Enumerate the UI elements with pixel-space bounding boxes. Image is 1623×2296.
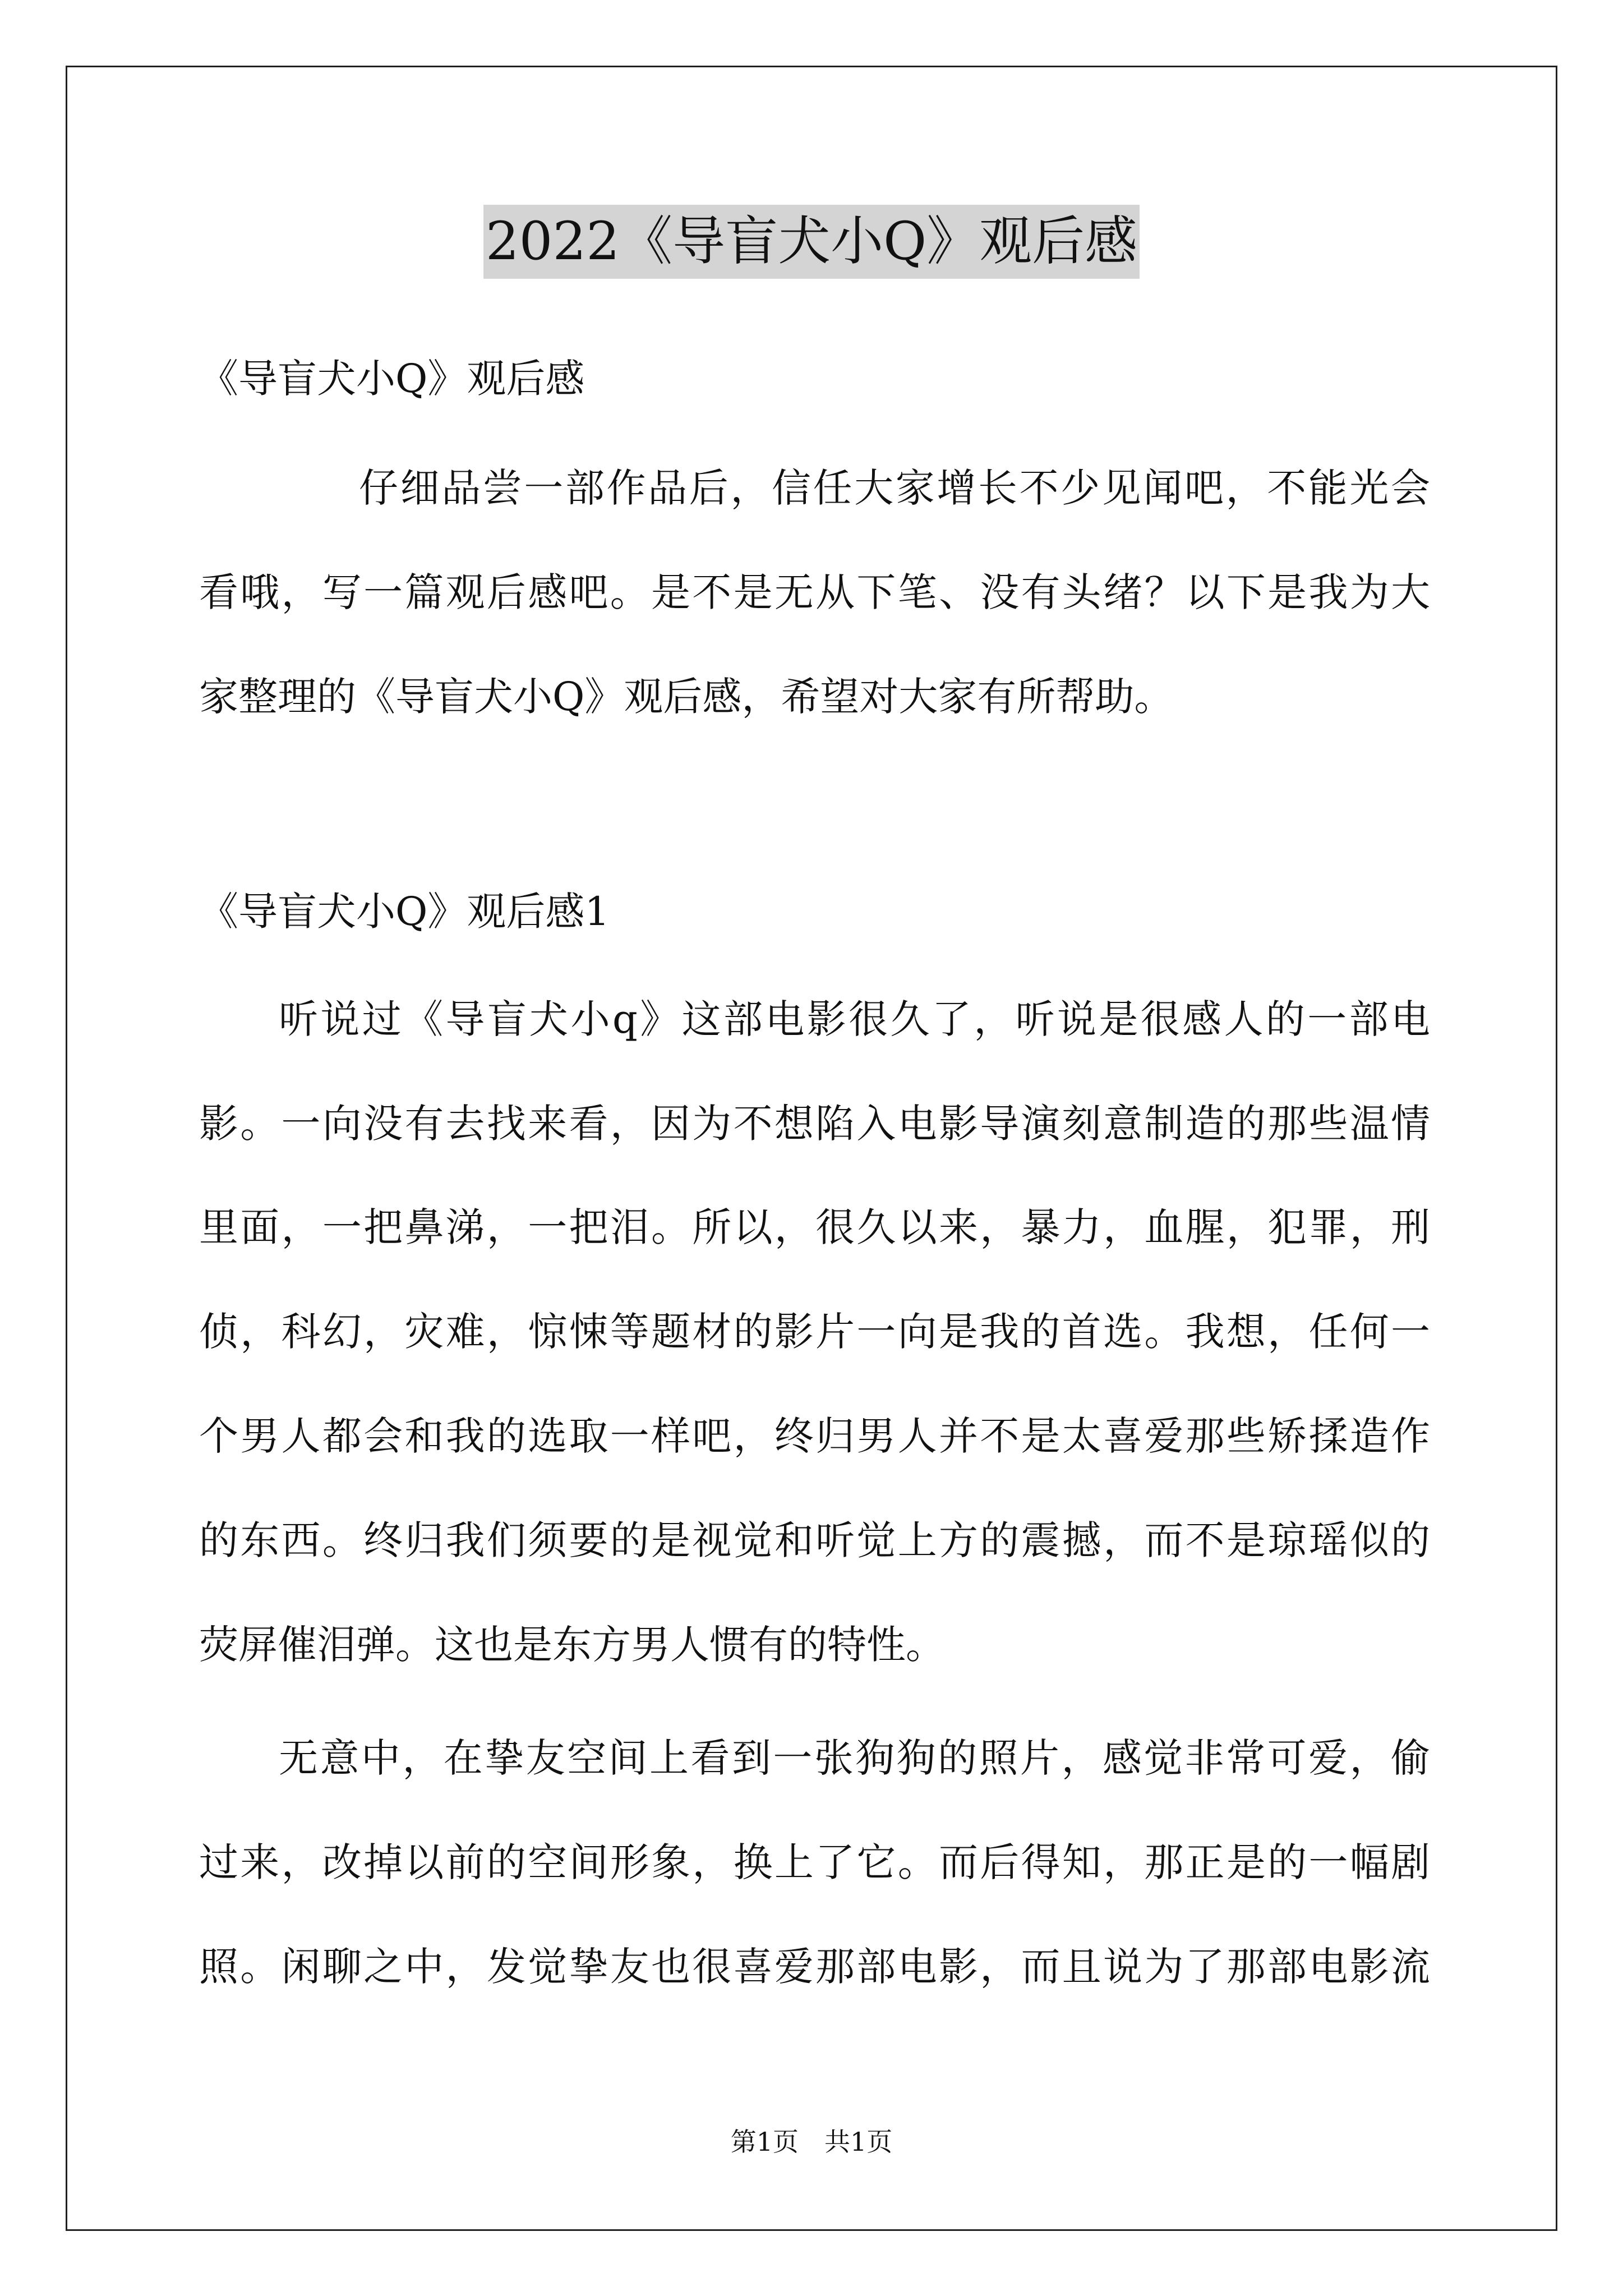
subtitle: 《导盲犬小Q》观后感: [199, 356, 585, 402]
paragraph2-line-3: 照。闲聊之中，发觉挚友也很喜爱那部电影，而且说为了那部电影流: [199, 1944, 1430, 1990]
paragraph1-line-2: 影。一向没有去找来看，因为不想陷入电影导演刻意制造的那些温情: [199, 1101, 1430, 1147]
page-footer: 第1页 共1页: [730, 2127, 893, 2157]
intro-line-1: 仔细品尝一部作品后，信任大家增长不少见闻吧，不能光会: [359, 465, 1430, 511]
paragraph1-line-4: 侦，科幻，灾难，惊悚等题材的影片一向是我的首选。我想，任何一: [199, 1309, 1430, 1355]
paragraph1-line-1: 听说过《导盲犬小q》这部电影很久了，听说是很感人的一部电: [279, 996, 1430, 1042]
paragraph1-line-6: 的东西。终归我们须要的是视觉和听觉上方的震撼，而不是琼瑶似的: [199, 1517, 1430, 1563]
paragraph1-line-5: 个男人都会和我的选取一样吧，终归男人并不是太喜爱那些矫揉造作: [199, 1413, 1430, 1459]
paragraph1-line-3: 里面，一把鼻涕，一把泪。所以，很久以来，暴力，血腥，犯罪，刑: [199, 1204, 1430, 1250]
section-heading: 《导盲犬小Q》观后感1: [199, 889, 610, 935]
document-title: 2022《导盲犬小Q》观后感: [483, 205, 1140, 279]
intro-line-3: 家整理的《导盲犬小Q》观后感，希望对大家有所帮助。: [199, 674, 1174, 720]
paragraph2-line-2: 过来，改掉以前的空间形象，换上了它。而后得知，那正是的一幅剧: [199, 1839, 1430, 1885]
paragraph1-line-7: 荧屏催泪弹。这也是东方男人惯有的特性。: [199, 1622, 945, 1668]
title-container: [0, 205, 1623, 279]
intro-line-2: 看哦，写一篇观后感吧。是不是无从下笔、没有头绪？以下是我为大: [199, 569, 1430, 615]
paragraph2-line-1: 无意中，在挚友空间上看到一张狗狗的照片，感觉非常可爱，偷: [279, 1735, 1430, 1781]
